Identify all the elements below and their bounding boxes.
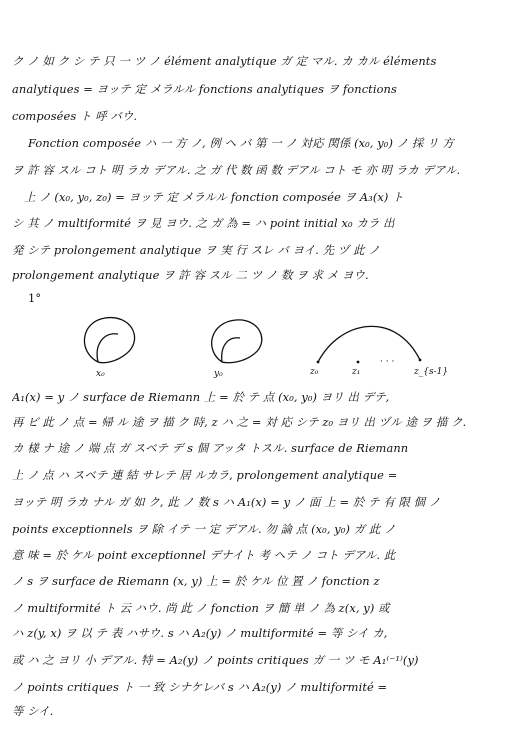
- text-line: 上 ノ (x₀, y₀, z₀) = ヨッテ 定 メラルル fonction composée ヲ A₃(x) ト: [24, 190, 404, 204]
- text-line: 上 ノ 点 ハ スベテ 連 結 サレテ 居 ルカラ, prolongement analytique =: [12, 468, 398, 482]
- text-line: ノ points critiques ト 一 致 シナケレバ s ハ A₂(y) ノ multiformité =: [12, 680, 388, 694]
- text-line: ハ z(y, x) ヲ 以 テ 表 ハサウ. s ハ A₂(y) ノ multiformité = 等 シイ カ,: [12, 626, 388, 640]
- label-zs1: z_{s-1}: [414, 367, 449, 377]
- label-dots: · · ·: [380, 357, 395, 367]
- text-line: 或 ハ 之 ヨリ 小 デアル. 特 = A₂(y) ノ points critiques ガ 一 ツ モ A₁⁽⁻¹⁾(y): [12, 653, 419, 667]
- text-line: ヨッテ 明 ラカ ナル ガ 如 ク, 此 ノ 数 s ハ A₁(x) = y ノ 面 上 = 於 テ 有 限 個 ノ: [12, 495, 441, 509]
- text-line: 等 シイ.: [12, 704, 54, 718]
- text-line: Fonction composée ハ 一 方 ノ, 例 ヘ バ 第 一 ノ 対応 関係 (x₀, y₀) ノ 採 リ 方: [28, 136, 454, 150]
- text-line: points exceptionnels ヲ 除 イテ 一 定 デアル. 勿 論 点 (x₀, y₀) ガ 此 ノ: [12, 522, 396, 536]
- arc-z0-zs1: [318, 326, 420, 362]
- text-line: 発 シテ prolongement analytique ヲ 実 行 スレ バ ヨイ. 先 ヅ 此 ノ: [12, 243, 380, 257]
- label-z1: z₁: [352, 367, 361, 377]
- text-line: 再 ビ 此 ノ 点 = 帰 ル 途 ヲ 描 ク 時, z ハ 之 = 対 応 シテ z₀ ヨリ 出 ヅル 途 ヲ 描 ク.: [12, 415, 467, 429]
- point-z1: [357, 361, 360, 364]
- diagram-svg: [0, 300, 516, 380]
- item-marker: 1°: [28, 291, 42, 305]
- text-line: ク ノ 如 ク シ テ 只 一 ツ ノ élément analytique ガ 定 マル. カ カル éléments: [12, 54, 437, 68]
- loop-diagram: [0, 300, 516, 380]
- point-zs1: [419, 359, 422, 362]
- text-line: ノ s ヲ surface de Riemann (x, y) 上 = 於 ケル 位 置 ノ fonction z: [12, 574, 380, 588]
- loop-x0: [84, 318, 134, 363]
- text-line: composées ト 呼 バウ.: [12, 109, 138, 123]
- label-x0: x₀: [96, 369, 105, 379]
- text-line: ノ multiformité ト 云 ハウ. 尚 此 ノ fonction ヲ 簡 単 ノ 為 z(x, y) 或: [12, 601, 390, 615]
- label-y0: y₀: [214, 369, 223, 379]
- text-line: シ 其 ノ multiformité ヲ 見 ヨウ. 之 ガ 為 = ハ point initial x₀ カラ 出: [12, 216, 395, 230]
- label-z0: z₀: [310, 367, 319, 377]
- text-line: 意 味 = 於 ケル point exceptionnel デナイト 考 ヘテ ノ コト デアル. 此: [12, 548, 396, 562]
- text-line: A₁(x) = y ノ surface de Riemann 上 = 於 テ 点 (x₀, y₀) ヨリ 出 デテ,: [12, 390, 390, 404]
- point-z0: [317, 361, 320, 364]
- text-line: analytiques = ヨッテ 定 メラルル fonctions analytiques ヲ fonctions: [12, 82, 397, 96]
- text-line: prolongement analytique ヲ 許 容 スル 二 ツ ノ 数 ヲ 求 メ ヨウ.: [12, 268, 369, 282]
- loop-y0: [212, 320, 262, 363]
- text-line: カ 様 ナ 途 ノ 端 点 ガ スベテ デ s 個 アッタ トスル. surface de Riemann: [12, 441, 409, 455]
- text-line: ヲ 許 容 スル コト 明 ラカ デアル. 之 ガ 代 数 函 数 デアル コト モ 亦 明 ラカ デアル.: [12, 163, 461, 177]
